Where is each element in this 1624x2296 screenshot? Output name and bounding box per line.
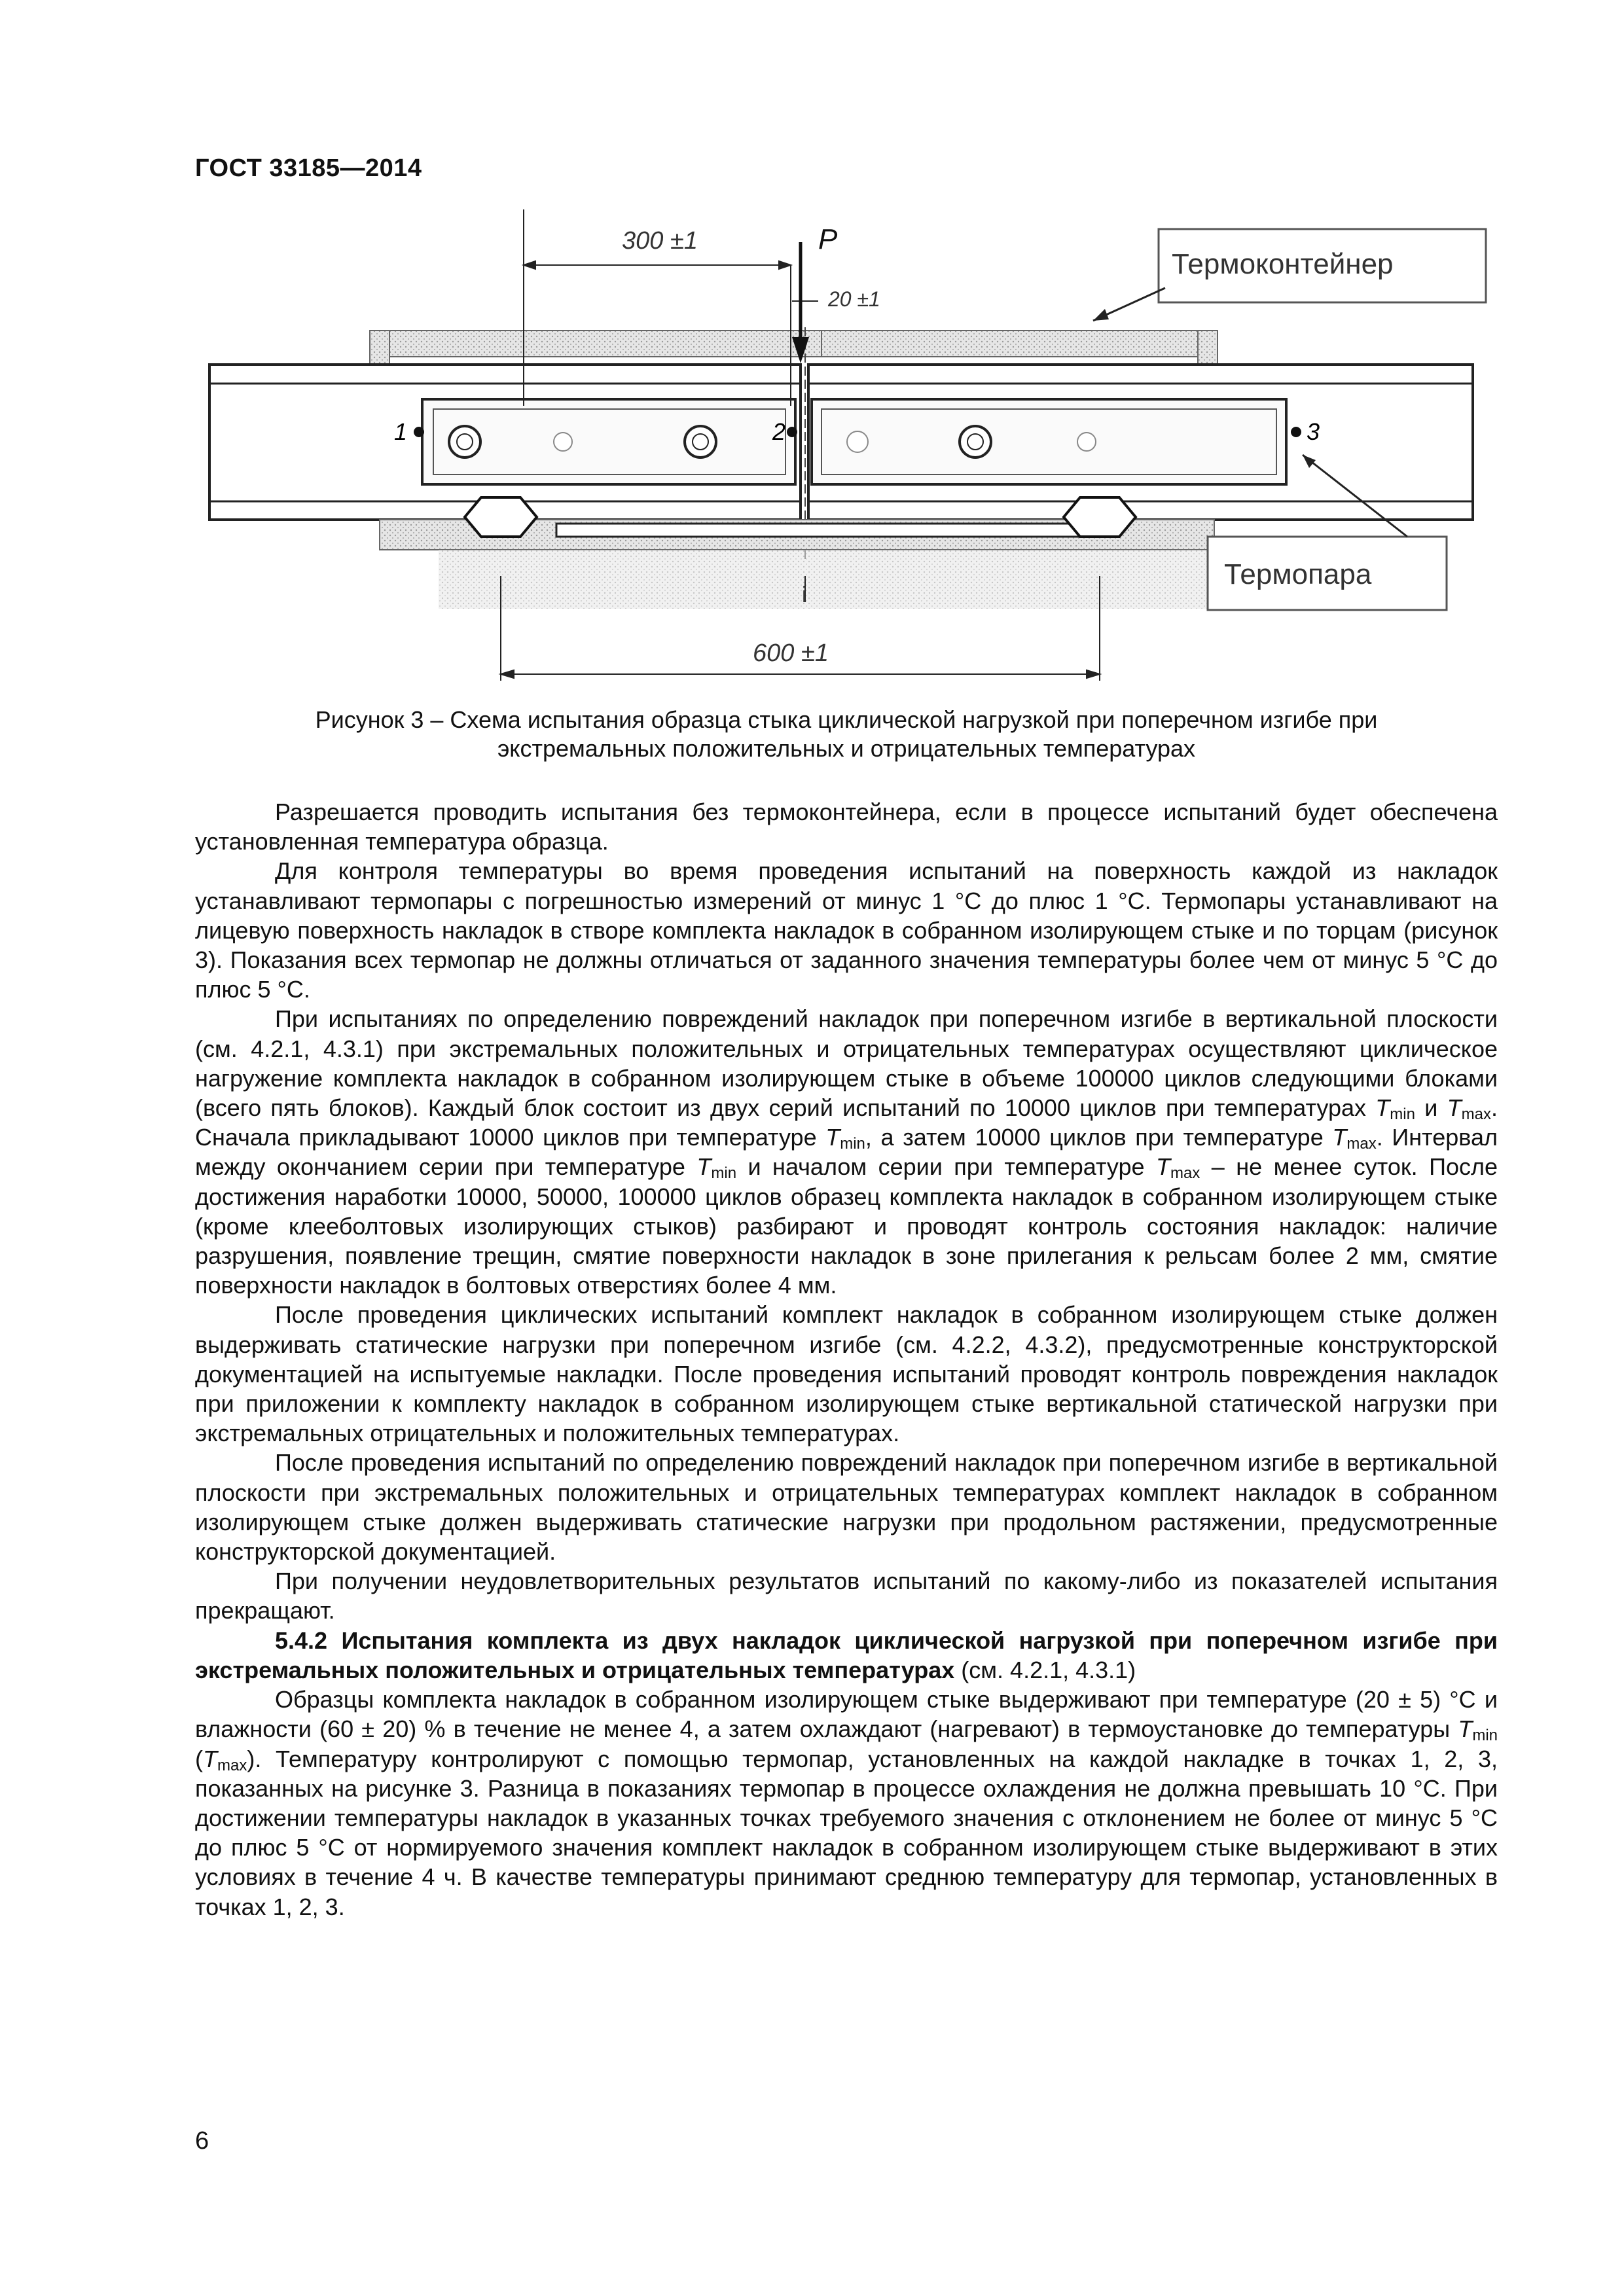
joint-plate-right (812, 399, 1286, 484)
point-1-label: 1 (394, 418, 408, 445)
caption-line-2: экстремальных положительных и отрицательных температурах (497, 735, 1196, 762)
paragraph-2: Для контроля температуры во время проведения испытаний на поверхность каждой из накладок устанавливают термопары с погрешностью измерений от минус 1 °С до плюс 1 °С. Термопары устанавливают на лицевую поверхность накладок в створе комплекта накладок в собранном изолирующем стыке и по торцам (рисунок 3). Показания всех термопар не должны отличаться от заданного значения температуры более чем от минус 5 °С до плюс 5 °С. (195, 857, 1498, 1003)
paragraph-4: После проведения циклических испытаний комплект накладок в собранном изолирующем стыке должен выдерживать статические нагрузки при поперечном изгибе (см. 4.2.2, 4.3.2), предусмотренные конструкторской документацией на испытуемые накладки. После проведения испытаний проводят контроль повреждения накладок при приложении к комплекту накладок в собранном изолирующем стыке вертикальной статической нагрузки при экстремальных отрицательных и положительных температурах. (195, 1301, 1498, 1447)
figure-caption (195, 706, 1498, 763)
dimension-300: 300 ±1 (622, 227, 698, 255)
paragraph-8: Образцы комплекта накладок в собранном изолирующем стыке выдерживают при температуре (20 ± 5) °С и влажности (60 ± 20) % в течение не менее 4, а затем охлаждают (нагревают) в термоустановке до температуры $T_{min}$ $(T_{max})$. Температуру контролируют с помощью термопар, установленных на каждой накладке в точках 1, 2, 3, показанных на рисунке 3. Разница в показаниях термопар в процессе охлаждения не должна превышать 10 °С. При достижении температуры накладок в указанных точках требуемого значения с отклонением не более от минус 5 °С до плюс 5 °С от нормируемого значения комплект накладок в собранном изолирующем стыке выдерживают в этих условиях в течение 4 ч. В качестве температуры принимают среднюю температуру для термопар, установленных в точках 1, 2, 3. (195, 1686, 1498, 1920)
paragraph-1: Разрешается проводить испытания без термоконтейнера, если в процессе испытаний будет обеспечена установленная температура образца. (195, 798, 1498, 855)
paragraph-3: При испытаниях по определению повреждений накладок при поперечном изгибе в вертикальной плоскости (см. 4.2.1, 4.3.1) при экстремальных положительных и отрицательных температурах осуществляют циклическое нагружение комплекта накладок в собранном изолирующем стыке в объеме 100000 циклов следующими блоками (всего пять блоков). Каждый блок состоит из двух серий испытаний по 10000 циклов при температурах $T_{min}$ и $T_{max}$. Сначала прикладывают 10000 циклов при температуре $T_{min}$, а затем 10000 циклов при температуре $T_{max}$. Интервал между окончанием серии при температуре $T_{min}$ и началом серии при температуре $T_{max}$ – не менее суток. После достижения наработки 10000, 50000, 100000 циклов образец комплекта накладок в собранном изолирующем стыке (кроме клееболтовых изолирующих стыков) разбирают и проводят контроль состояния накладок: наличие разрушения, появление трещин, смятие поверхности накладок в зоне прилегания к рельсам более 2 мм, смятие поверхности накладок в болтовых отверстиях более 4 мм. (195, 1005, 1498, 1299)
caption-line-1: Рисунок 3 – Схема испытания образца стыка циклической нагрузкой при поперечном изгибе при (315, 706, 1378, 733)
point-2-label: 2 (772, 418, 786, 445)
dimension-600: 600 ±1 (753, 639, 829, 667)
axis-mark: i (802, 583, 807, 607)
document-header: ГОСТ 33185—2014 (195, 154, 422, 182)
load-label: P (818, 223, 838, 255)
point-3-label: 3 (1307, 418, 1320, 445)
paragraph-6: При получении неудовлетворительных результатов испытаний по какому-либо из показателей испытания прекращают. (195, 1568, 1498, 1624)
container-insulation-top-right (821, 331, 1213, 357)
paragraph-5: После проведения испытаний по определению повреждений накладок при поперечном изгибе в вертикальной плоскости при экстремальных положительных и отрицательных температурах комплект накладок в собранном изолирующем стыке должен выдерживать статические нагрузки при продольном растяжении, предусмотренные конструкторской документацией. (195, 1449, 1498, 1566)
test-scheme-figure (190, 209, 1492, 707)
thermocontainer-label: Термоконтейнер (1172, 248, 1394, 280)
document-body (195, 797, 1498, 1922)
dimension-20: 20 ±1 (828, 287, 880, 311)
section-heading-5-4-2: 5.4.2 Испытания комплекта из двух накладок циклической нагрузкой при поперечном изгибе при экстремальных положительных и отрицательных температурах (см. 4.2.1, 4.3.1) (195, 1626, 1498, 1683)
page-number: 6 (195, 2127, 209, 2155)
thermocouple-label: Термопара (1224, 558, 1372, 590)
